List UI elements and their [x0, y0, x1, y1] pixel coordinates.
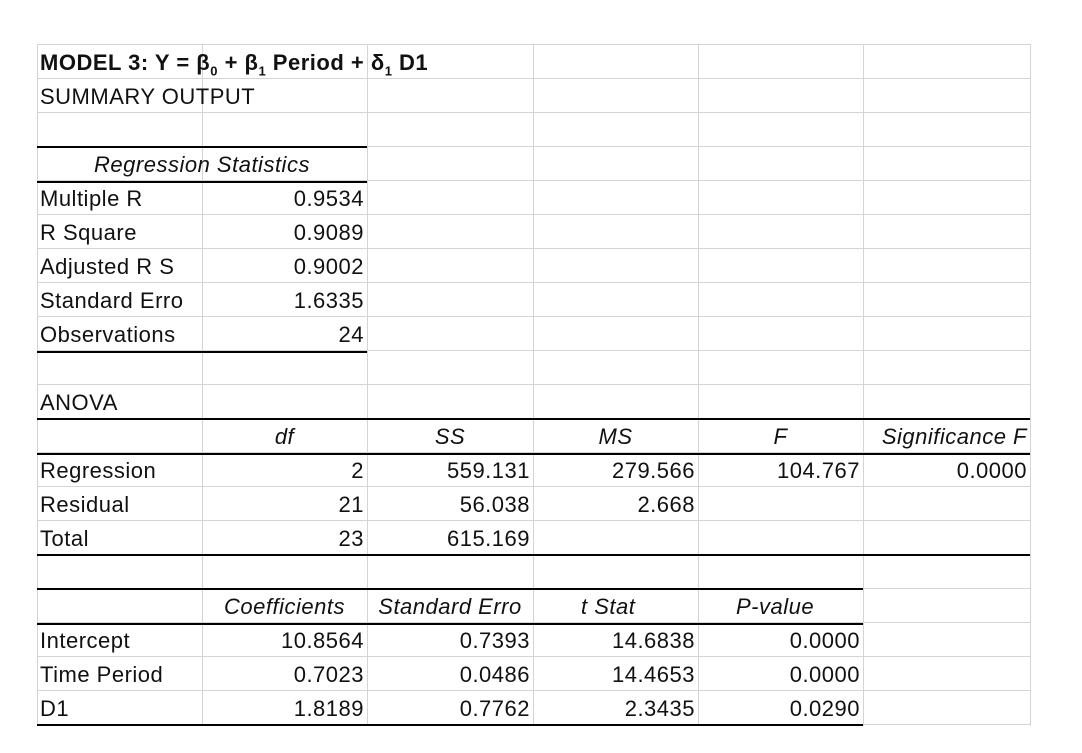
table-border	[37, 146, 367, 148]
anova-ms[interactable]: 2.668	[637, 492, 695, 517]
gridline-vertical	[1030, 44, 1031, 726]
coef-p-value[interactable]: 0.0000	[789, 662, 860, 687]
table-border	[37, 623, 863, 625]
regression-statistics-header[interactable]: Regression Statistics	[94, 152, 310, 177]
coef-header-t-stat[interactable]: t Stat	[581, 594, 636, 619]
coef-t-stat[interactable]: 14.6838	[611, 628, 695, 653]
gridline-vertical	[863, 44, 864, 726]
coef-value[interactable]: 10.8564	[280, 628, 364, 653]
stat-label[interactable]: Multiple R	[40, 186, 143, 211]
model-title[interactable]: MODEL 3: $Y = \beta_0 + \beta_1$ Period + $\delta_1$ D1	[40, 50, 429, 79]
coef-t-stat[interactable]: 2.3435	[624, 696, 695, 721]
coef-header-standard-error[interactable]: Standard Erro	[378, 594, 522, 619]
anova-ss[interactable]: 615.169	[446, 526, 530, 551]
stat-label[interactable]: Observations	[40, 322, 176, 347]
coef-t-stat[interactable]: 14.4653	[611, 662, 695, 687]
coef-header-coefficients[interactable]: Coefficients	[224, 594, 345, 619]
table-border	[37, 724, 863, 726]
table-border	[37, 351, 367, 353]
anova-header-significance-f[interactable]: Significance F	[881, 424, 1027, 449]
table-border	[37, 588, 863, 590]
coef-p-value[interactable]: 0.0290	[789, 696, 860, 721]
anova-header-ms[interactable]: MS	[598, 424, 633, 449]
stat-value[interactable]: 1.6335	[293, 288, 364, 313]
anova-row-label[interactable]: Residual	[40, 492, 130, 517]
anova-label[interactable]: ANOVA	[40, 390, 118, 415]
table-border	[37, 181, 367, 183]
coef-row-label[interactable]: D1	[40, 696, 70, 721]
stat-label[interactable]: Adjusted R S	[40, 254, 175, 279]
anova-header-df[interactable]: df	[274, 424, 295, 449]
anova-ms[interactable]: 279.566	[611, 458, 695, 483]
anova-ss[interactable]: 56.038	[459, 492, 530, 517]
coef-value[interactable]: 1.8189	[293, 696, 364, 721]
coef-row-label[interactable]: Intercept	[40, 628, 131, 653]
anova-df[interactable]: 21	[338, 492, 364, 517]
summary-output-label[interactable]: SUMMARY OUTPUT	[40, 84, 256, 109]
anova-significance[interactable]: 0.0000	[956, 458, 1027, 483]
anova-row-label[interactable]: Total	[40, 526, 89, 551]
stat-value[interactable]: 0.9534	[293, 186, 364, 211]
table-border	[37, 418, 1030, 420]
anova-f[interactable]: 104.767	[776, 458, 860, 483]
coef-row-label[interactable]: Time Period	[40, 662, 164, 687]
coef-standard-error[interactable]: 0.0486	[459, 662, 530, 687]
stat-value[interactable]: 0.9089	[293, 220, 364, 245]
anova-ss[interactable]: 559.131	[446, 458, 530, 483]
anova-header-ss[interactable]: SS	[434, 424, 466, 449]
stat-label[interactable]: Standard Erro	[40, 288, 184, 313]
stat-value[interactable]: 0.9002	[293, 254, 364, 279]
coef-standard-error[interactable]: 0.7762	[459, 696, 530, 721]
coef-p-value[interactable]: 0.0000	[789, 628, 860, 653]
anova-row-label[interactable]: Regression	[40, 458, 157, 483]
coef-header-p-value[interactable]: P-value	[736, 594, 815, 619]
stat-label[interactable]: R Square	[40, 220, 137, 245]
anova-header-f[interactable]: F	[773, 424, 788, 449]
table-border	[37, 554, 1030, 556]
stat-value[interactable]: 24	[338, 322, 364, 347]
anova-df[interactable]: 2	[351, 458, 364, 483]
anova-df[interactable]: 23	[338, 526, 364, 551]
coef-value[interactable]: 0.7023	[293, 662, 364, 687]
coef-standard-error[interactable]: 0.7393	[459, 628, 530, 653]
table-border	[37, 453, 1030, 455]
